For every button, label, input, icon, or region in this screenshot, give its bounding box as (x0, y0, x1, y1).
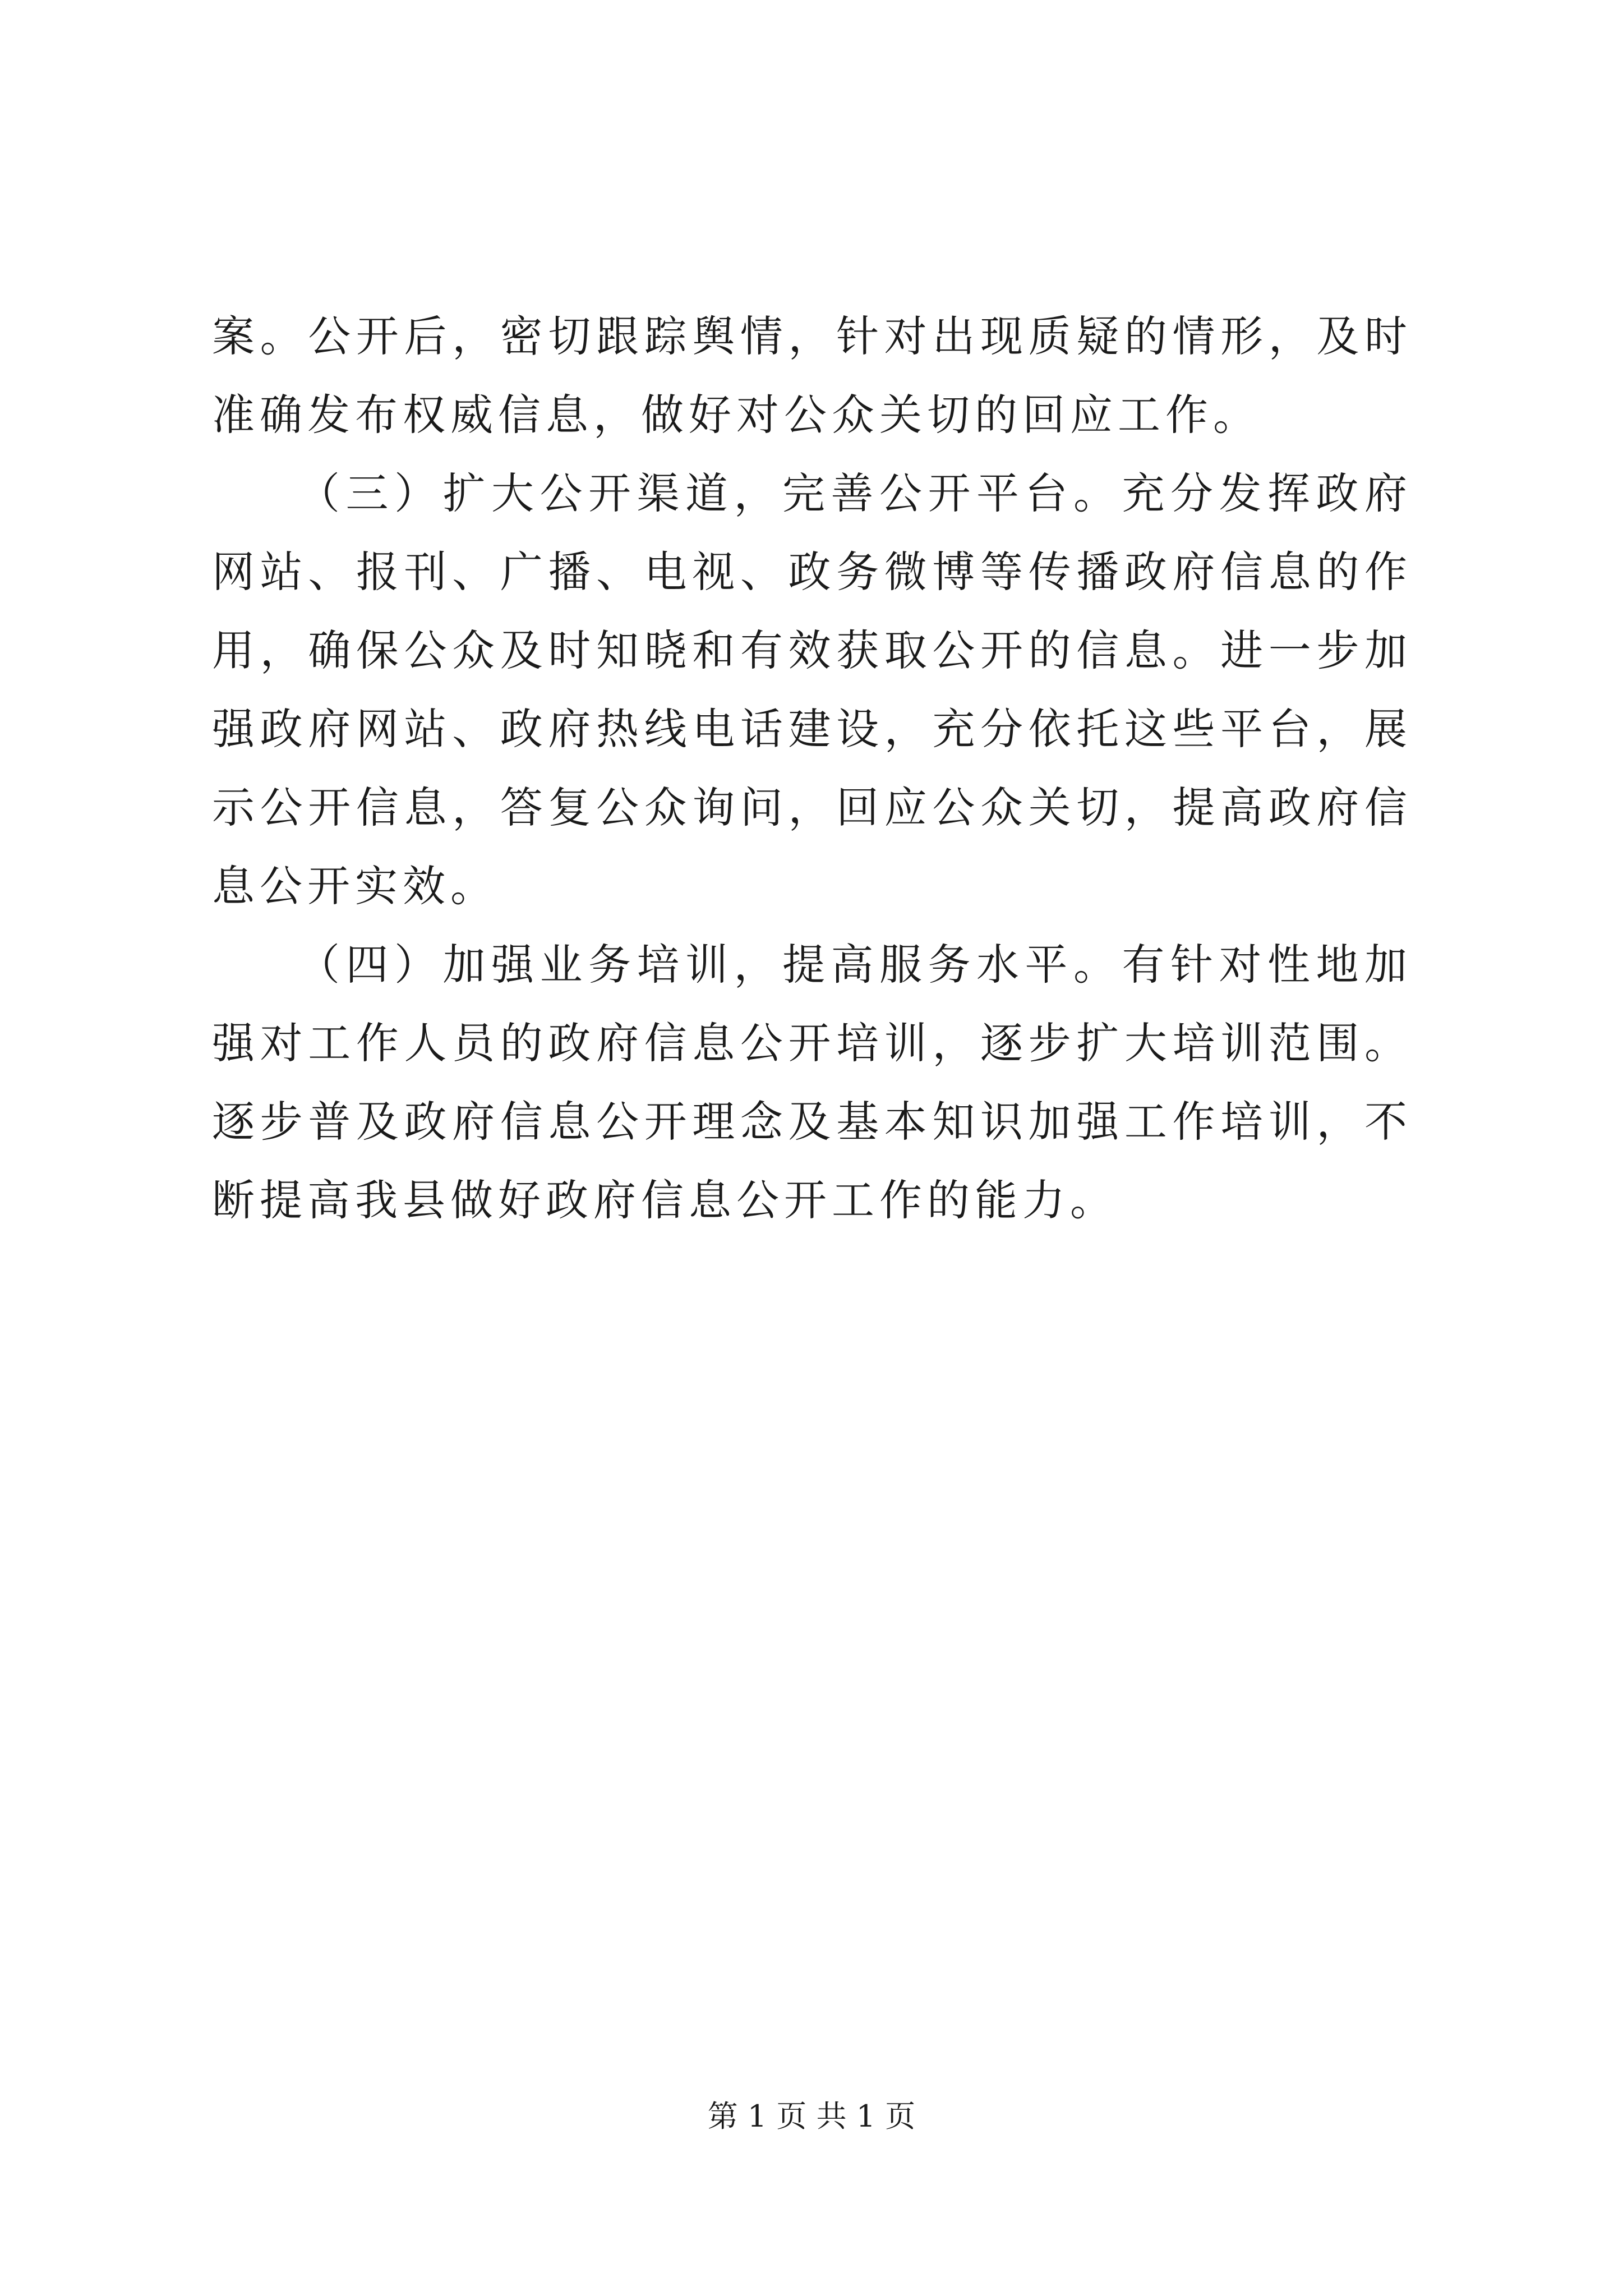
page-footer: 第 1 页 共 1 页 (707, 2099, 916, 2134)
paragraph-section-4: （四）加强业务培训，提高服务水平。有针对性地加强对工作人员的政府信息公开培训，逐步扩大培训范围。逐步普及政府信息公开理念及基本知识加强工作培训，不断提高我县做好政府信息公开工作的能力。 (212, 940, 1412, 1225)
paragraph-continuation: 案。公开后，密切跟踪舆情，针对出现质疑的情形，及时准确发布权威信息，做好对公众关切的回应工作。 (212, 311, 1412, 440)
paragraph-section-3: （三）扩大公开渠道，完善公开平台。充分发挥政府网站、报刊、广播、电视、政务微博等传播政府信息的作用，确保公众及时知晓和有效获取公开的信息。进一步加强政府网站、政府热线电话建设，充分依托这些平台，展示公开信息，答复公众询问，回应公众关切，提高政府信息公开实效。 (212, 468, 1412, 911)
document-body (212, 297, 1412, 1240)
